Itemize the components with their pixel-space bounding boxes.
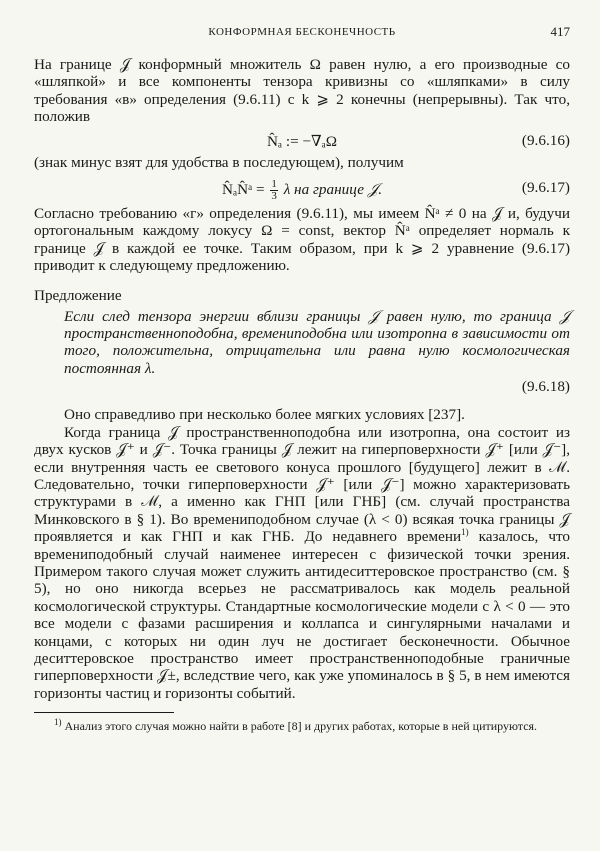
running-title: КОНФОРМНАЯ БЕСКОНЕЧНОСТЬ [208, 26, 396, 38]
fraction-numerator: 1 [271, 178, 277, 191]
equation-9-6-16 [34, 128, 570, 154]
proposition-heading: Предложение [34, 286, 122, 304]
paragraph-sign-remark: (знак минус взят для удобства в последующем), получим [34, 153, 404, 171]
proposition-number: (9.6.18) [521, 378, 570, 396]
paragraph-boundary-derivatives: На границе 𝒥 конформный множитель Ω равен нулю, а его производные со «шляпкой» и все компоненты тензора кривизны со «шляпками» в силу требования «в» определения (9.6.11) с k ⩾ 2 конечны (непрерывны). Так что, положив [34, 56, 570, 126]
paragraph-boundary-types-part1: Когда граница 𝒥 пространственноподобна или изотропна, она состоит из двух кусков 𝒥⁺ и 𝒥⁻. Точка границы 𝒥 лежит на гиперповерхности 𝒥⁺ [или 𝒥⁻], если внутренняя часть ее светового конуса прошлого [будущего] лежит в ℳ. Следовательно, точки гиперповерхности 𝒥⁺ [или 𝒥⁻] можно характеризовать структурами в ℳ, а именно как ГНП [или ГНБ] (см. случай пространства Минковского в § 1). Во времениподобном случае (λ < 0) всякая точка границы 𝒥 проявляется и как ГНП и как ГНБ. До недавнего времени [34, 423, 570, 546]
equation-9-6-17 [34, 175, 570, 205]
footnote [34, 719, 570, 734]
running-head [34, 24, 570, 46]
equation-9-6-16-number: (9.6.16) [521, 131, 570, 149]
fraction-one-third [270, 179, 278, 202]
equation-9-6-17-right: λ на границе 𝒥. [283, 181, 383, 199]
footnote-marker: 1) [54, 717, 62, 728]
equation-9-6-17-number: (9.6.17) [521, 179, 570, 197]
paragraph-boundary-types [34, 424, 570, 703]
paragraph-milder-conditions: Оно справедливо при несколько более мягких условиях [237]. [64, 406, 465, 424]
page-number: 417 [550, 24, 570, 39]
footnote-text: Анализ этого случая можно найти в работе [8] и других работах, которые в ней цитируются. [61, 719, 538, 734]
proposition-text: Если след тензора энергии вблизи границы 𝒥 равен нулю, то граница 𝒥 пространственноподобна, времениподобна или изотропна в зависимости от того, положительна, отрицательна или равна нулю космологическая постоянная λ. [64, 307, 570, 377]
equation-9-6-17-expression [34, 179, 570, 202]
paragraph-normal-vector: Согласно требованию «г» определения (9.6.11), мы имеем N̂ᵃ ≠ 0 на 𝒥 и, будучи ортогональным каждому локусу Ω = const, вектор N̂ᵃ определяет нормаль к границе 𝒥 в каждой ее точке. Таким образом, при k ⩾ 2 уравнение (9.6.17) приводит к следующему предложению. [34, 205, 570, 275]
fraction-denominator: 3 [271, 190, 277, 203]
equation-9-6-16-expression: N̂ₐ := −∇ₐΩ [266, 132, 338, 150]
book-page [34, 24, 570, 734]
paragraph-boundary-types-part2: казалось, что времениподобный случай наименее интересен с физической точки зрения. Примером такого случая может служить антидеситтеровское пространство (см. § 5), но оно никогда всерьез не рассматривалось как модель реальной космологической структуры. Стандартные космологические модели с λ < 0 — это все модели с фазами расширения и коллапса и сингулярными началами и концами, с которых ни один луч не достигает бесконечности. Обычное деситтеровское пространство имеет пространственноподобные граничные гиперповерхности 𝒥±, вследствие чего, как уже упоминалось в § 5, в нем имеются горизонты частиц и горизонты событий. [34, 528, 570, 702]
footnote-divider [34, 712, 174, 713]
equation-9-6-17-left: N̂ₐN̂ᵃ = [221, 181, 265, 199]
footnote-reference: 1) [461, 527, 469, 538]
